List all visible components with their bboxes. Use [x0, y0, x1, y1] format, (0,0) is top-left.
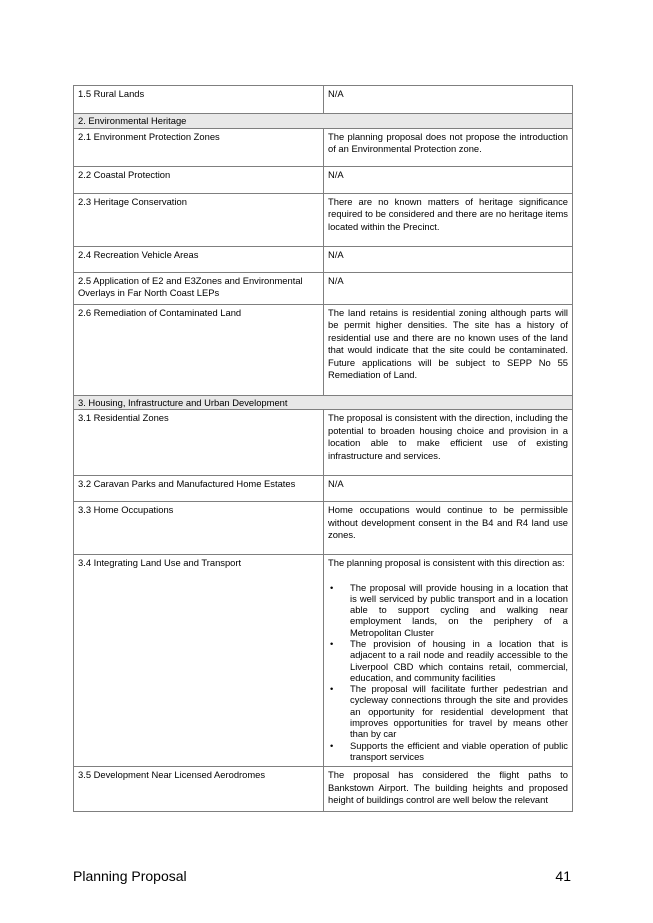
direction-cell: 2.1 Environment Protection Zones [74, 128, 324, 166]
response-cell [324, 555, 573, 767]
response-cell: N/A [324, 246, 573, 272]
response-cell: Home occupations would continue to be permissible without development consent in the B4 and R4 land use zones. [324, 502, 573, 555]
response-cell: The land retains is residential zoning although parts will be permit higher densities. The site has a history of residential use and there are no known uses of the land that would indicate that the site could be contaminated. Future applications will be subject to SEPP No 55 Remediation of Land. [324, 304, 573, 395]
direction-cell: 2.2 Coastal Protection [74, 166, 324, 193]
table-row [74, 304, 573, 395]
bullet-item: • Supports the efficient and viable operation of public transport services [350, 740, 568, 763]
page-number: 41 [555, 868, 571, 884]
table-row [74, 246, 573, 272]
direction-cell: 1.5 Rural Lands [74, 86, 324, 114]
spacer [328, 570, 568, 582]
table-row [74, 166, 573, 193]
direction-cell: 3.4 Integrating Land Use and Transport [74, 555, 324, 767]
direction-cell: 2.5 Application of E2 and E3Zones and Environmental Overlays in Far North Coast LEPs [74, 272, 324, 304]
bullet-item: • The proposal will facilitate further pedestrian and cycleway connections through the site and provides an opportunity for residential development that improves opportunities for travel by means other than by car [350, 683, 568, 739]
direction-cell: 3.5 Development Near Licensed Aerodromes [74, 767, 324, 812]
section-header-row [74, 395, 573, 410]
bullet-list [328, 582, 568, 763]
response-cell: N/A [324, 476, 573, 502]
bullet-item: • The proposal will provide housing in a location that is well serviced by public transport and in a location able to support cycling and walking near employment lands, on the periphery of a Metropolitan Cluster [350, 582, 568, 638]
table-row [74, 476, 573, 502]
response-cell: The proposal is consistent with the direction, including the potential to broaden housing choice and provision in a location able to make efficient use of existing infrastructure and services. [324, 410, 573, 476]
response-cell: There are no known matters of heritage significance required to be considered and there are no heritage items located within the Precinct. [324, 193, 573, 246]
table-row [74, 555, 573, 767]
table-row [74, 502, 573, 555]
response-cell: N/A [324, 272, 573, 304]
footer-title: Planning Proposal [73, 868, 187, 884]
direction-cell: 2.4 Recreation Vehicle Areas [74, 246, 324, 272]
response-cell: The proposal has considered the flight paths to Bankstown Airport. The building heights and proposed height of buildings control are well below the relevant [324, 767, 573, 812]
table-row [74, 128, 573, 166]
direction-cell: 3.2 Caravan Parks and Manufactured Home Estates [74, 476, 324, 502]
direction-cell: 3.1 Residential Zones [74, 410, 324, 476]
response-cell: N/A [324, 86, 573, 114]
table-row [74, 410, 573, 476]
bullet-item: • The provision of housing in a location that is adjacent to a rail node and readily accessible to the Liverpool CBD which contains retail, commercial, education, and community facilities [350, 638, 568, 683]
table-row [74, 767, 573, 812]
direction-cell: 2.3 Heritage Conservation [74, 193, 324, 246]
table-row [74, 272, 573, 304]
table-row [74, 86, 573, 114]
direction-cell: 2.6 Remediation of Contaminated Land [74, 304, 324, 395]
section-header-row [74, 114, 573, 129]
direction-cell: 3.3 Home Occupations [74, 502, 324, 555]
response-cell: The planning proposal does not propose the introduction of an Environmental Protection zone. [324, 128, 573, 166]
consistency-table [73, 85, 573, 812]
response-cell: N/A [324, 166, 573, 193]
section-heading: 2. Environmental Heritage [74, 114, 573, 129]
page-footer [73, 868, 571, 884]
response-intro: The planning proposal is consistent with this direction as: [328, 557, 565, 568]
table-row [74, 193, 573, 246]
section-heading: 3. Housing, Infrastructure and Urban Development [74, 395, 573, 410]
